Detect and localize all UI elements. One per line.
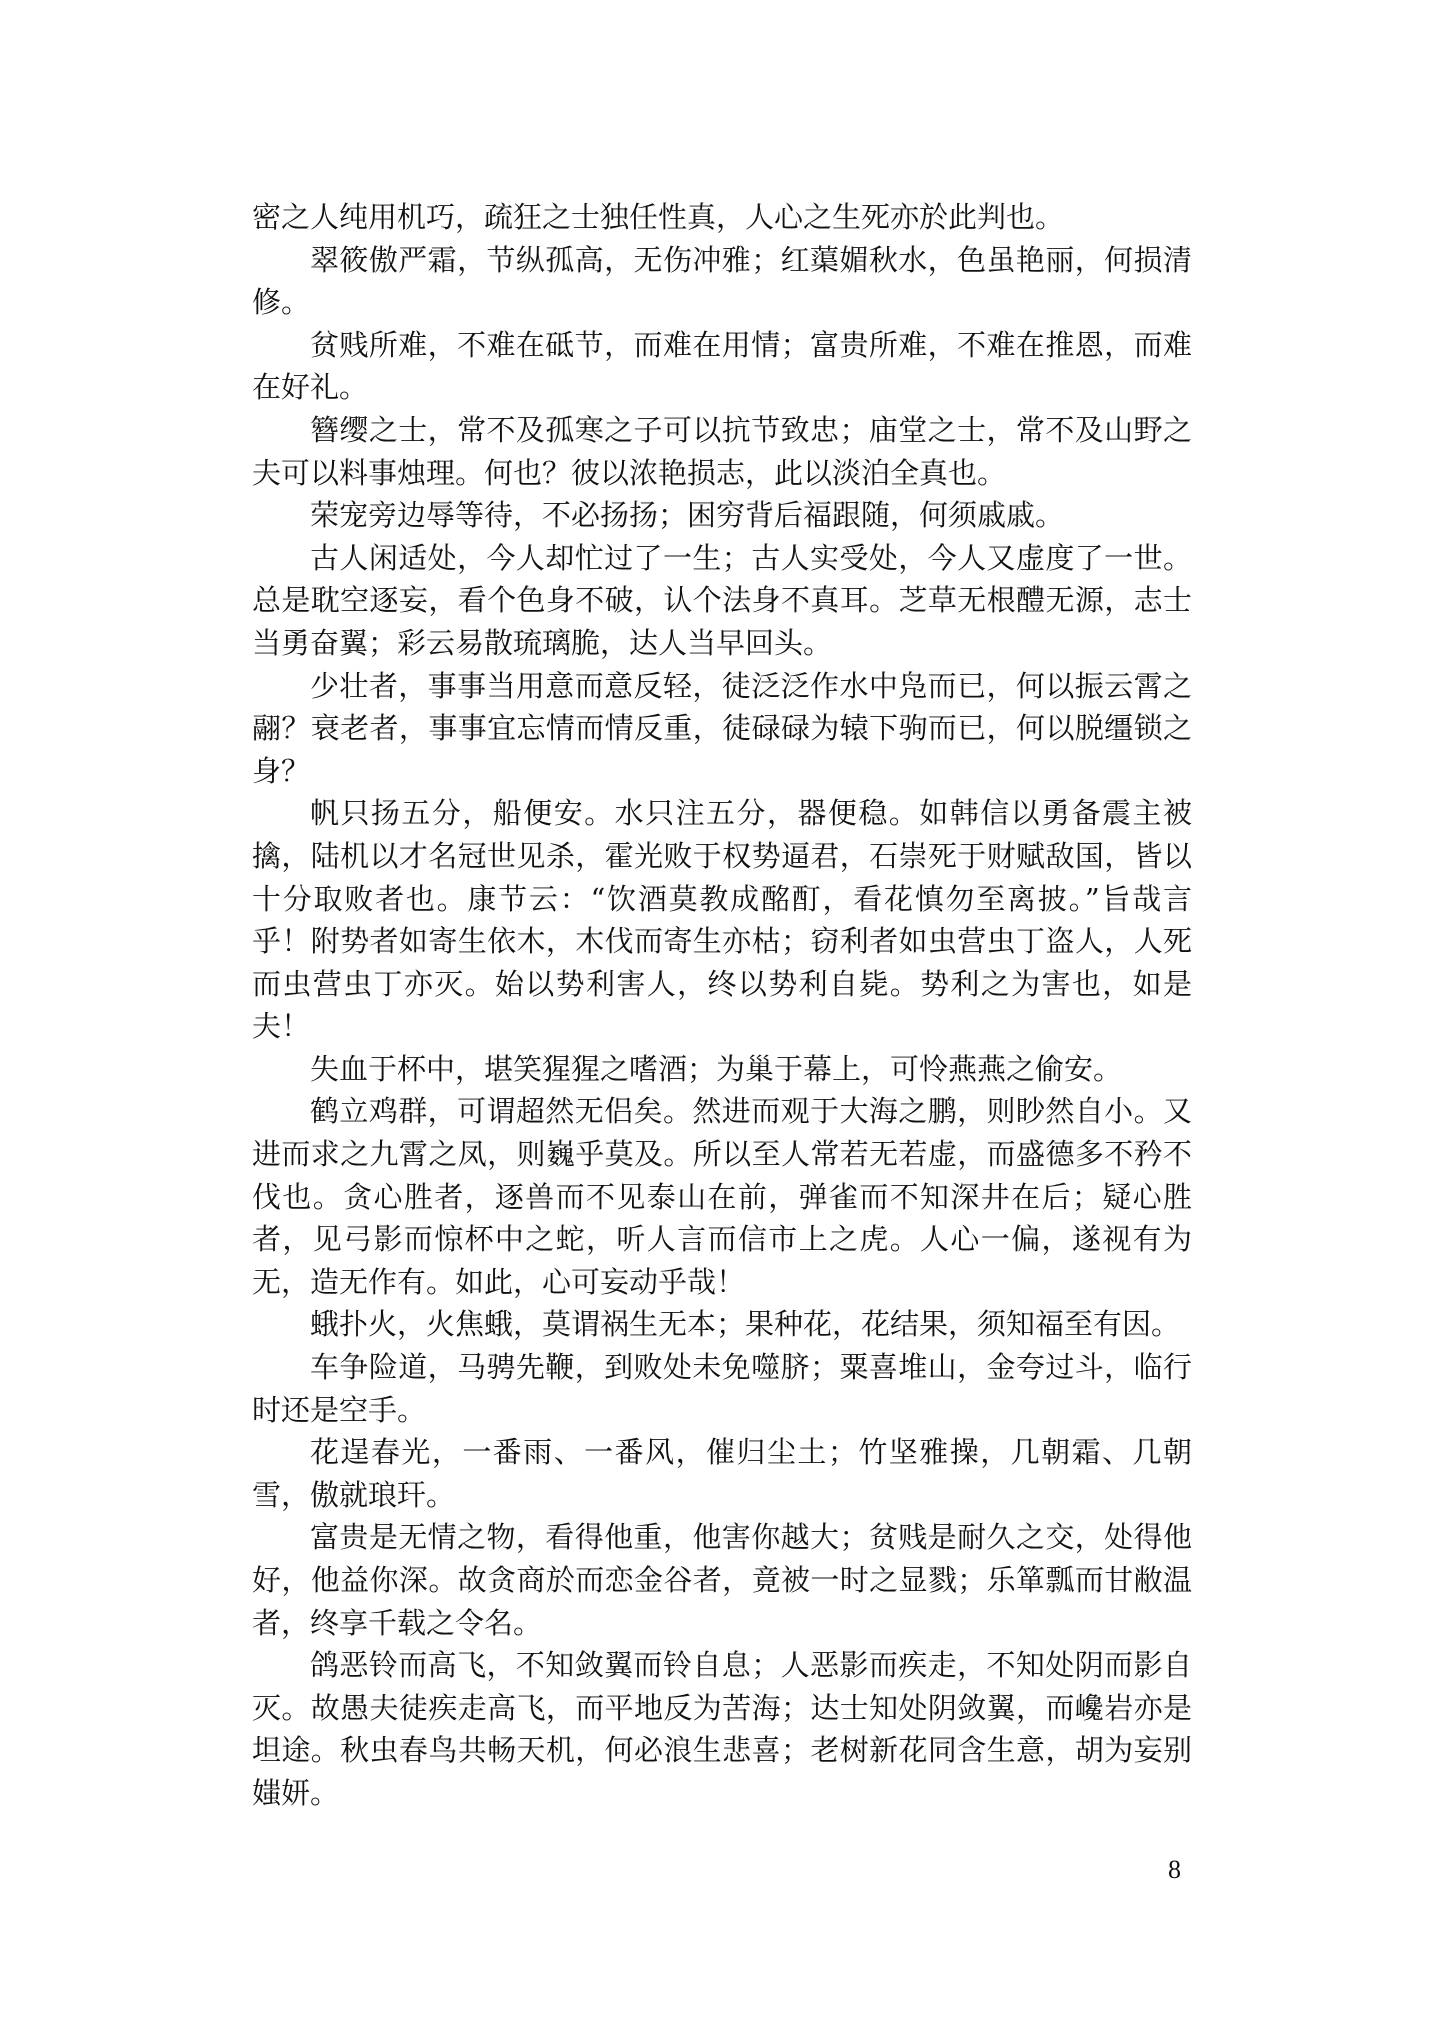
paragraph: 花逞春光，一番雨、一番风，催归尘土；竹坚雅操，几朝霜、几朝雪，傲就琅玕。 [252,1435,1192,1512]
page-number: 8 [1168,1855,1181,1884]
paragraph: 翠筱傲严霜，节纵孤高，无伤冲雅；红蕖媚秋水，色虽艳丽，何损清修。 [252,242,1192,320]
paragraph: 少壮者，事事当用意而意反轻，徒泛泛作水中凫而已，何以振云霄之翮？衰老者，事事宜忘情而情反重，徒碌碌为辕下驹而已，何以脱缰锁之身？ [252,668,1192,788]
body-text [252,196,1192,1815]
paragraph: 贫贱所难，不难在砥节，而难在用情；富贵所难，不难在推恩，而难在好礼。 [252,327,1192,405]
paragraph: 古人闲适处，今人却忙过了一生；古人实受处，今人又虚度了一世。总是耽空逐妄，看个色身不破，认个法身不真耳。芝草无根醴无源，志士当勇奋翼；彩云易散琉璃脆，达人当早回头。 [252,540,1192,660]
paragraph: 鸽恶铃而高飞，不知敛翼而铃自息；人恶影而疾走，不知处阴而影自灭。故愚夫徒疾走高飞，而平地反为苦海；达士知处阴敛翼，而巉岩亦是坦途。秋虫春鸟共畅天机，何必浪生悲喜；老树新花同含生意，胡为妄别媸妍。 [252,1648,1192,1810]
paragraph: 帆只扬五分，船便安。水只注五分，器便稳。如韩信以勇备震主被擒，陆机以才名冠世见杀，霍光败于权势逼君，石崇死于财赋敌国，皆以十分取败者也。康节云：“饮酒莫教成酩酊，看花慎勿至离披。”旨哉言乎！附势者如寄生依木，木伐而寄生亦枯；窃利者如虫营虫丁盗人，人死而虫营虫丁亦灭。始以势利害人，终以势利自毙。势利之为害也，如是夫！ [252,796,1192,1044]
paragraph: 富贵是无情之物，看得他重，他害你越大；贫贱是耐久之交，处得他好，他益你深。故贪商於而恋金谷者，竟被一时之显戮；乐箪瓢而甘敝温者，终享千载之令名。 [252,1520,1192,1640]
paragraph: 失血于杯中，堪笑猩猩之嗜酒；为巢于幕上，可怜燕燕之偷安。 [310,1051,1123,1086]
paragraph: 车争险道，马骋先鞭，到败处未免噬脐；粟喜堆山，金夸过斗，临行时还是空手。 [252,1350,1192,1427]
paragraph: 荣宠旁边辱等待，不必扬扬；困穷背后福跟随，何须戚戚。 [310,498,1065,533]
paragraph: 簪缨之士，常不及孤寒之子可以抗节致忠；庙堂之士，常不及山野之夫可以料事烛理。何也？彼以浓艳损志，此以淡泊全真也。 [252,412,1192,490]
paragraph: 鹤立鸡群，可谓超然无侣矣。然进而观于大海之鹏，则眇然自小。又进而求之九霄之凤，则巍乎莫及。所以至人常若无若虚，而盛德多不矜不伐也。贪心胜者，逐兽而不见泰山在前，弹雀而不知深井在后；疑心胜者，见弓影而惊杯中之蛇，听人言而信市上之虎。人心一偏，遂视有为无，造无作有。如此，心可妄动乎哉！ [252,1094,1192,1299]
paragraph: 密之人纯用机巧，疏狂之士独任性真，人心之生死亦於此判也。 [252,200,1065,234]
paragraph: 蛾扑火，火焦蛾，莫谓祸生无本；果种花，花结果，须知福至有因。 [310,1307,1181,1342]
